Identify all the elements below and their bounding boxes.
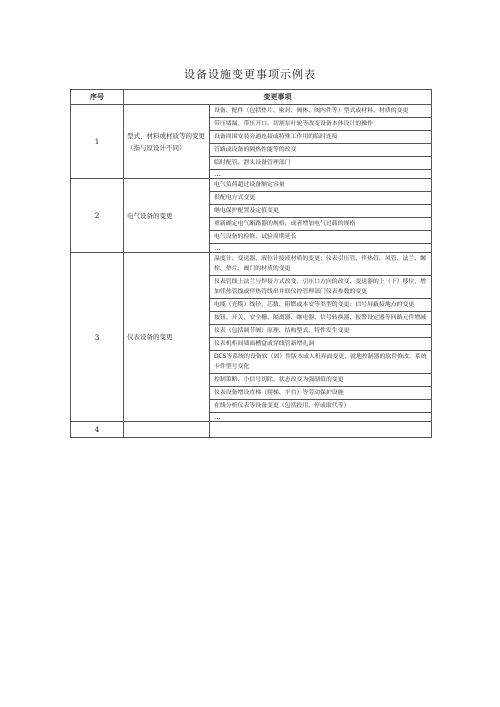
change-item-cell: 临时配管、泄头设备管理部门 — [210, 157, 432, 170]
category-cell: 电气设备的变更 — [124, 179, 210, 253]
change-item-cell: 仪表（包括调节阀）原理、结构型式、特性发生变更 — [210, 325, 432, 338]
table-row — [71, 179, 432, 192]
change-item-cell — [210, 422, 432, 438]
change-item-cell: … — [210, 170, 432, 179]
change-item-cell: 控制策略、小信号切除、状态改变为强制值的变更 — [210, 374, 432, 387]
category-cell — [124, 422, 210, 438]
page-title: 设备设施变更事项示例表 — [184, 68, 316, 81]
table-row — [71, 253, 432, 276]
row-number: 3 — [71, 253, 124, 422]
change-item-cell: 按钮、开关、安全栅、隔离器、继电器、信号转换器、报警设定器等回路元件增减 — [210, 312, 432, 325]
change-item-cell: 供配电方式变更 — [210, 192, 432, 205]
change-item-cell: 继电保护配置及定值变更 — [210, 205, 432, 218]
change-item-cell: 带压堵漏、带压开口、切割泵叶轮等改变设备本体设计的操作 — [210, 118, 432, 131]
change-items-table — [70, 89, 432, 438]
category-cell: 仪表设备的变更 — [124, 253, 210, 422]
change-item-cell: 设备、配件（包括垫片、密封、阀体、阀内件等）型式或材料、材质的变更 — [210, 105, 432, 118]
change-item-cell: 仪表管线上法兰与焊接方式改变、引压口方向的改变、变送器的上（下）移位，增加伴热管线或伴热管线串并联仪控管理部门仪表参数的变更 — [210, 276, 432, 299]
change-item-cell: 电缆（光缆）线径、芯数、阻燃或本安等类型的变更；信号屏蔽接地点的变更 — [210, 299, 432, 312]
change-item-cell: 管路或设备的隔热性能等的改变 — [210, 144, 432, 157]
change-item-cell: DCS等系统的设备软（固）件版本或人机界面变更、就地控制器的软件修改、系统卡件型号变化 — [210, 351, 432, 374]
header-content: 变更事项 — [124, 90, 432, 105]
table-row — [71, 422, 432, 438]
change-item-cell: 温度计、变送器、液位计接液材质的变更；仪表引压管、伴热管、风管、法兰、螺栓、垫片、阀门的材质的变更 — [210, 253, 432, 276]
category-cell: 型式、材料或材质等的变更（指与原设计不同） — [124, 105, 210, 179]
change-item-cell: 电气设备的检修、试验周期延长 — [210, 231, 432, 244]
change-item-cell: 电气负荷超过设备额定容量 — [210, 179, 432, 192]
change-item-cell: 在线分析仪表等设备变更（包括投用、停或取代等） — [210, 400, 432, 413]
change-item-cell: … — [210, 244, 432, 253]
change-item-cell: 设备周围安装旁通连接或特殊工作用的临时连接 — [210, 131, 432, 144]
header-no: 序号 — [71, 90, 124, 105]
change-item-cell: … — [210, 413, 432, 422]
row-number: 1 — [71, 105, 124, 179]
change-item-cell: 仪表设备增设直梯（爬梯、平台）等劳动保护设施 — [210, 387, 432, 400]
row-number: 2 — [71, 179, 124, 253]
row-number: 4 — [71, 422, 124, 438]
change-item-cell: 重新确定电气断路器的规格，或者增加电气过载的规格 — [210, 218, 432, 231]
table-header-row — [71, 90, 432, 105]
change-item-cell: 仪表机柜间墙面槽盒或穿线管新增孔洞 — [210, 338, 432, 351]
table-row — [71, 105, 432, 118]
